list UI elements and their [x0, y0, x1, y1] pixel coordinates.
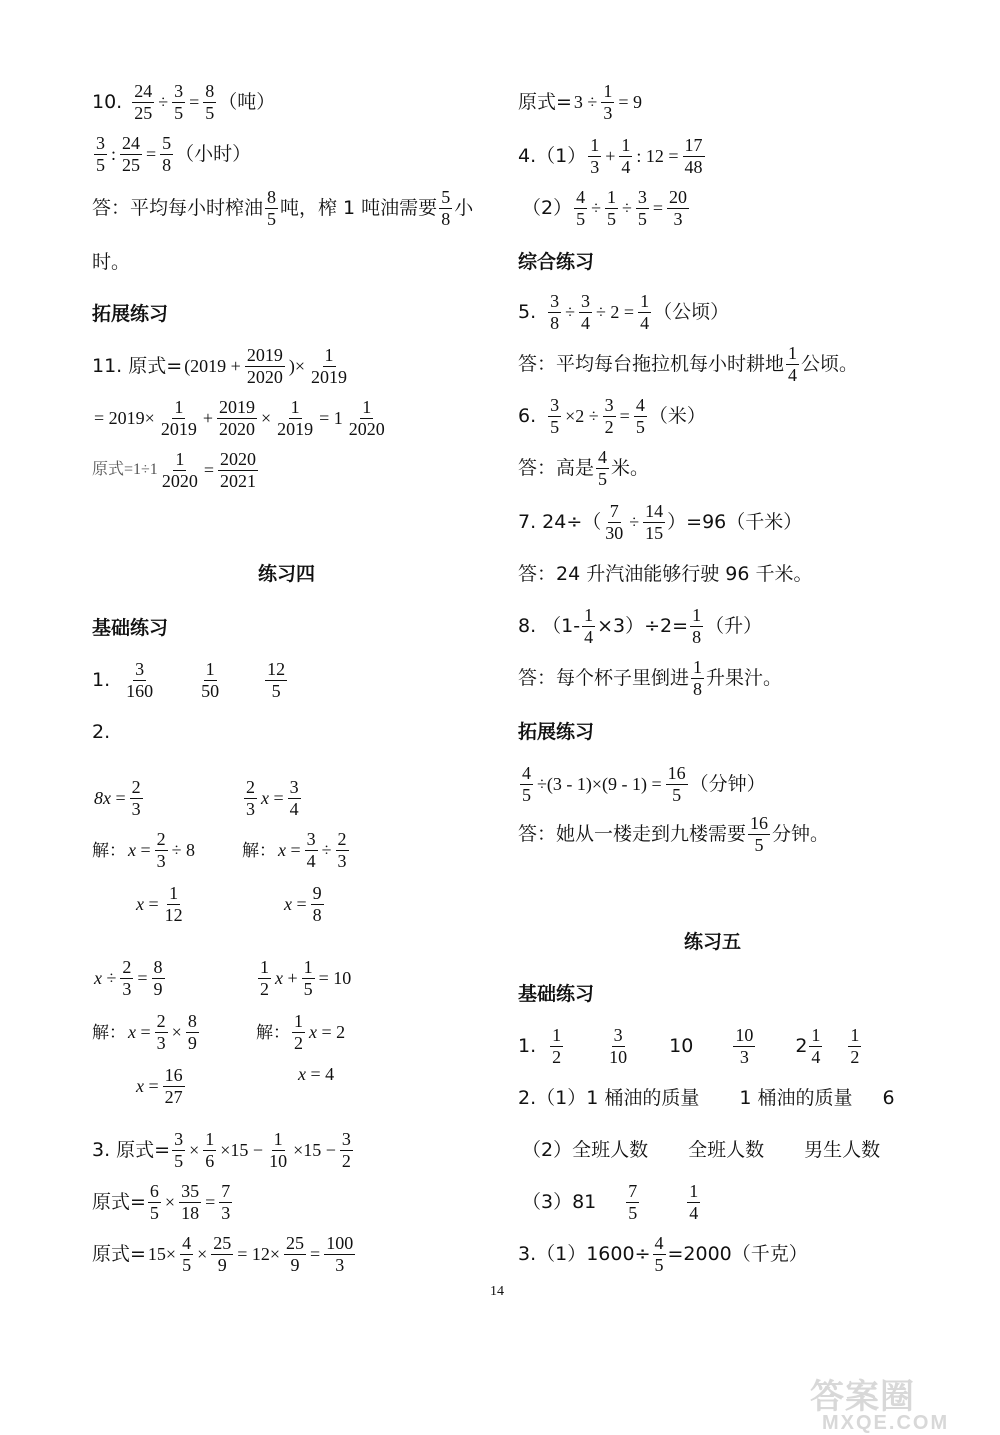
q2-eq1: 8x = $\frac{2}{3}$: [94, 776, 141, 819]
fraction: $\frac{8}{9}$: [187, 1010, 197, 1053]
fraction: $\frac{1}{5}$: [606, 186, 616, 229]
fraction: $\frac{7}{3}$: [221, 1180, 231, 1223]
answer-text: 答：她从一楼走到九楼需要: [518, 822, 747, 845]
q1-line: [92, 652, 289, 708]
fraction: 8 5: [267, 186, 277, 229]
page-number: 14: [490, 1284, 504, 1299]
q5-number: 5.: [518, 300, 537, 323]
fraction: 5 8: [441, 186, 451, 229]
q2-eq4: 1 2 x + $\frac{1}{5}$ = 10: [260, 956, 352, 999]
q2-eq3-result: x = $\frac{16}{27}$: [136, 1064, 183, 1107]
q1-number: 1.: [92, 668, 111, 691]
answer-text: 时。: [92, 250, 131, 273]
fraction: 16 5: [750, 812, 769, 855]
fraction: 1 2020: [348, 396, 385, 439]
q4-label: 4.（1）: [518, 144, 587, 167]
q2-eq4-solve: 解： 1 2 x = 2: [256, 1010, 346, 1053]
q8-text: ×3）÷2=: [597, 614, 689, 637]
expr-label: 原式=: [518, 90, 572, 113]
q4-label: （2）: [522, 196, 573, 219]
fraction: $\frac{2}{3}$: [337, 828, 347, 871]
section-title-ex4: 练习四: [258, 562, 316, 585]
fraction: $\frac{1}{3}$: [603, 80, 613, 123]
p3-text: 3.（1）1600÷: [518, 1242, 651, 1265]
q2-eq3-solve: 解： x = $\frac{2}{3}$ × $\frac{8}{9}$: [92, 1010, 197, 1053]
q3-label: 3. 原式=: [92, 1138, 171, 1161]
p3-line: [518, 1226, 808, 1282]
p2-text: （2）全班人数: [522, 1138, 649, 1161]
q2-eq3: x ÷ $\frac{2}{3}$ = $\frac{8}{9}$: [94, 956, 163, 999]
fraction: 1 4: [689, 1180, 699, 1223]
p2-part2: [522, 1122, 880, 1178]
fraction: $\frac{3}{5}$: [637, 186, 647, 229]
q5-line: 5. $\frac{3}{8}$ ÷ $\frac{3}{4}$ ÷ 2 = $\frac{1}{4}$ （公顷）: [518, 290, 730, 333]
fraction: $\frac{3}{2}$: [604, 394, 614, 437]
answer-text: 分钟。: [772, 822, 830, 845]
p2-text: 男生人数: [804, 1138, 881, 1161]
fraction: $\frac{1}{2020}$: [161, 448, 198, 491]
fraction: $\frac{1}{12}$: [164, 882, 183, 925]
fraction: 1 2: [850, 1024, 860, 1067]
fraction: $\frac{1}{2019}$: [277, 396, 314, 439]
p1-number: 1.: [518, 1034, 537, 1057]
q10-number: 10.: [92, 90, 123, 113]
q3-label: 原式=: [92, 1190, 146, 1213]
fraction: $\frac{16}{5}$: [667, 762, 686, 805]
q10-answer: [92, 180, 473, 236]
fraction: $\frac{9}{8}$: [312, 882, 322, 925]
q7-line: 7. 24÷（ $\frac{7}{30}$ ÷ $\frac{14}{15}$ ）=96（千米）: [518, 500, 803, 543]
fraction: $\frac{4}{5}$: [522, 762, 531, 805]
q6-line: 6. $\frac{3}{5}$ ×2 ÷ $\frac{3}{2}$ = $\frac{4}{5}$ （米）: [518, 394, 706, 437]
q5-answer: [518, 336, 858, 392]
q2-eq2-result: x = $\frac{9}{8}$: [284, 882, 322, 925]
fraction: 7 5: [628, 1180, 638, 1223]
answer-text: 小: [454, 196, 474, 219]
fraction: $\frac{1}{2019}$: [311, 344, 347, 387]
q7-text: ）=96（千米）: [667, 510, 803, 533]
fraction: 1 3: [590, 134, 600, 177]
fraction: $\frac{25}{9}$: [286, 1232, 305, 1275]
answer-text: 公顷。: [801, 352, 859, 375]
value-text: 2: [795, 1034, 808, 1057]
p2-text: 1 桶油的质量: [739, 1086, 853, 1109]
value-text: 10: [669, 1034, 694, 1057]
section-title-extension: 拓展练习: [92, 302, 169, 325]
answer-text: 答：平均每小时榨油: [92, 196, 264, 219]
q4-part1: 4.（1） 1 3 + $\frac{1}{4}$ : 12 = $\frac{17}{48}$: [518, 134, 703, 177]
fraction: $\frac{1}{4}$: [640, 290, 650, 333]
solve-label: 解：: [92, 840, 126, 860]
fraction: $\frac{25}{9}$: [213, 1232, 232, 1275]
fraction: $\frac{3}{5}$: [550, 394, 560, 437]
fraction: $\frac{3}{5}$: [174, 80, 184, 123]
watermark-url: MXQE.COM: [822, 1412, 950, 1434]
q11-line3: 原式=1÷1 $\frac{1}{2020}$ = $\frac{2020}{2021}$: [92, 448, 256, 491]
fraction: $\frac{2}{3}$: [156, 828, 166, 871]
fraction: $\frac{5}{8}$: [162, 132, 172, 175]
fraction: $\frac{16}{27}$: [164, 1064, 183, 1107]
q2-eq1-result: x = $\frac{1}{12}$: [136, 882, 183, 925]
fraction: $\frac{2020}{2021}$: [219, 448, 256, 491]
fraction: $\frac{6}{5}$: [149, 1180, 159, 1223]
fraction: 3 10: [609, 1024, 628, 1067]
q10-line1: 10. $\frac{24}{25}$ ÷ $\frac{3}{5}$ = $\frac{8}{5}$ （吨）: [92, 80, 276, 123]
fraction: $\frac{8}{9}$: [153, 956, 163, 999]
answer-text: 答：平均每台拖拉机每小时耕地: [518, 352, 785, 375]
fraction: $\frac{2}{3}$: [156, 1010, 166, 1053]
p2-text: 2.（1）1 桶油的质量: [518, 1086, 700, 1109]
fraction: 1 4: [788, 342, 798, 385]
fraction: $\frac{3}{4}$: [581, 290, 591, 333]
fraction: $\frac{1}{5}$: [303, 956, 313, 999]
unit-label: （公顷）: [653, 300, 730, 323]
fraction: 1 2: [294, 1010, 303, 1053]
section-title-ex5: 练习五: [684, 930, 742, 953]
p1-line: [518, 1018, 863, 1074]
fraction: 4 5: [598, 446, 608, 489]
fraction: $\frac{4}{5}$: [654, 1232, 664, 1275]
fraction: $\frac{1}{6}$: [205, 1128, 215, 1171]
q2-eq2-solve: 解： x = $\frac{3}{4}$ ÷ $\frac{2}{3}$: [242, 828, 347, 871]
section-title-comprehensive: 综合练习: [518, 250, 595, 273]
fraction: $\frac{1}{2019}$: [160, 396, 197, 439]
fraction: $\frac{1}{10}$: [269, 1128, 288, 1171]
fraction: $\frac{2}{3}$: [131, 776, 141, 819]
p2-text: 6: [882, 1086, 895, 1109]
q4-part2: （2） $\frac{4}{5}$ ÷ $\frac{1}{5}$ ÷ $\frac{3}{5}$ = $\frac{20}{3}$: [522, 186, 688, 229]
solve-label: 解：: [256, 1022, 290, 1042]
fraction: 1 2: [260, 956, 269, 999]
fraction: $\frac{2019}{2020}$: [246, 344, 283, 387]
section-title-basic: 基础练习: [92, 616, 169, 639]
fraction: 3 5: [96, 132, 105, 175]
unit-label: （吨）: [218, 90, 276, 113]
unit-label: （米）: [648, 404, 706, 427]
answer-text: 吨，榨 1 吨油需要: [280, 196, 438, 219]
fraction: $\frac{35}{18}$: [181, 1180, 200, 1223]
fraction: $\frac{14}{15}$: [645, 500, 664, 543]
fraction: $\frac{100}{3}$: [326, 1232, 354, 1275]
watermark-logo: 答案圈: [810, 1378, 915, 1416]
fraction: $\frac{3}{4}$: [306, 828, 316, 871]
fraction: 1 50: [201, 658, 220, 701]
q3-line2: 原式= $\frac{6}{5}$ × $\frac{35}{18}$ = $\frac{7}{3}$: [92, 1180, 231, 1223]
fraction: $\frac{2}{3}$: [122, 956, 132, 999]
fraction: $\frac{3}{5}$: [174, 1128, 184, 1171]
q7-answer: 答：24 升汽油能够行驶 96 千米。: [518, 562, 813, 585]
fraction: $\frac{3}{4}$: [289, 776, 299, 819]
q10-line2: 3 5 : $\frac{24}{25}$ = $\frac{5}{8}$ （小时）: [96, 132, 252, 175]
fraction: $\frac{8}{5}$: [205, 80, 215, 123]
fraction: $\frac{1}{4}$: [621, 134, 631, 177]
section-title-basic-right: 基础练习: [518, 982, 595, 1005]
q11-line1: 11. 原式= (2019 + $\frac{2019}{2020}$ )× $\frac{1}{2019}$: [92, 344, 347, 387]
fraction: $\frac{3}{8}$: [550, 290, 560, 333]
q11-label: 11. 原式=: [92, 354, 183, 377]
fraction: 3 160: [126, 658, 154, 701]
solve-label: 解：: [92, 1022, 126, 1042]
fraction: $\frac{20}{3}$: [669, 186, 688, 229]
fraction: $\frac{1}{4}$: [584, 604, 594, 647]
fraction: 1 2: [552, 1024, 562, 1067]
q3-label: 原式=: [92, 1242, 146, 1265]
q10-answer-cont: [92, 234, 130, 290]
section-title-extension-right: 拓展练习: [518, 720, 595, 743]
p2-part1: [518, 1070, 895, 1126]
fraction: $\frac{24}{25}$: [134, 80, 153, 123]
q11-line2: = 2019× $\frac{1}{2019}$ + $\frac{2019}{2020}$ × $\frac{1}{2019}$ = 1 1 2020: [94, 396, 385, 439]
q9-answer: [518, 806, 829, 862]
q8-line: [518, 598, 762, 654]
unit-label: （升）: [705, 614, 763, 637]
q2-number: 2.: [92, 720, 111, 743]
fraction: $\frac{4}{5}$: [635, 394, 645, 437]
answer-text: 升果汁。: [706, 666, 783, 689]
fraction: 12 5: [267, 658, 286, 701]
q2-eq2: 2 3 x = $\frac{3}{4}$: [246, 776, 299, 819]
fraction: $\frac{3}{2}$: [341, 1128, 351, 1171]
r-line1: 原式= 3 ÷ $\frac{1}{3}$ = 9: [518, 80, 642, 123]
q7-text: 7. 24÷（: [518, 510, 602, 533]
p2-part3: [522, 1174, 702, 1230]
fraction: 2 3: [246, 776, 255, 819]
fraction: $\frac{4}{5}$: [182, 1232, 192, 1275]
q3-line3: 原式= 15× $\frac{4}{5}$ × $\frac{25}{9}$ = 12× $\frac{25}{9}$ = $\frac{100}{3}$: [92, 1232, 354, 1275]
q11-label: 原式=1÷1: [92, 461, 158, 478]
q8-text: 8. （1-: [518, 614, 581, 637]
fraction: $\frac{17}{48}$: [684, 134, 703, 177]
q8-answer: [518, 650, 782, 706]
unit-label: （分钟）: [689, 772, 766, 795]
q6-number: 6.: [518, 404, 537, 427]
q3-line1: 3. 原式= $\frac{3}{5}$ × $\frac{1}{6}$ ×15 − $\frac{1}{10}$ ×15 − $\frac{3}{2}$: [92, 1128, 351, 1171]
answer-text: 答：每个杯子里倒进: [518, 666, 690, 689]
fraction: $\frac{7}{30}$: [605, 500, 624, 543]
answer-text: 答：高是: [518, 456, 595, 479]
q6-answer: [518, 440, 649, 496]
fraction: 1 4: [811, 1024, 821, 1067]
p2-text: （3）81: [522, 1190, 597, 1213]
p3-text: =2000（千克）: [667, 1242, 808, 1265]
fraction: 1 8: [693, 656, 703, 699]
q2-eq1-solve: 解： x = $\frac{2}{3}$ ÷ 8: [92, 828, 196, 871]
fraction: $\frac{4}{5}$: [576, 186, 586, 229]
q9-line: $\frac{4}{5}$ ÷(3 - 1)×(9 - 1) = $\frac{16}{5}$ （分钟）: [522, 762, 766, 805]
answer-text: 米。: [611, 456, 650, 479]
fraction: $\frac{1}{8}$: [692, 604, 702, 647]
unit-label: （小时）: [175, 142, 252, 165]
fraction: $\frac{2019}{2020}$: [218, 396, 255, 439]
q2-eq4-result: x = 4: [298, 1064, 335, 1084]
p2-text: 全班人数: [688, 1138, 765, 1161]
fraction: $\frac{24}{25}$: [122, 132, 141, 175]
solve-label: 解：: [242, 840, 276, 860]
fraction: 10 3: [735, 1024, 754, 1067]
